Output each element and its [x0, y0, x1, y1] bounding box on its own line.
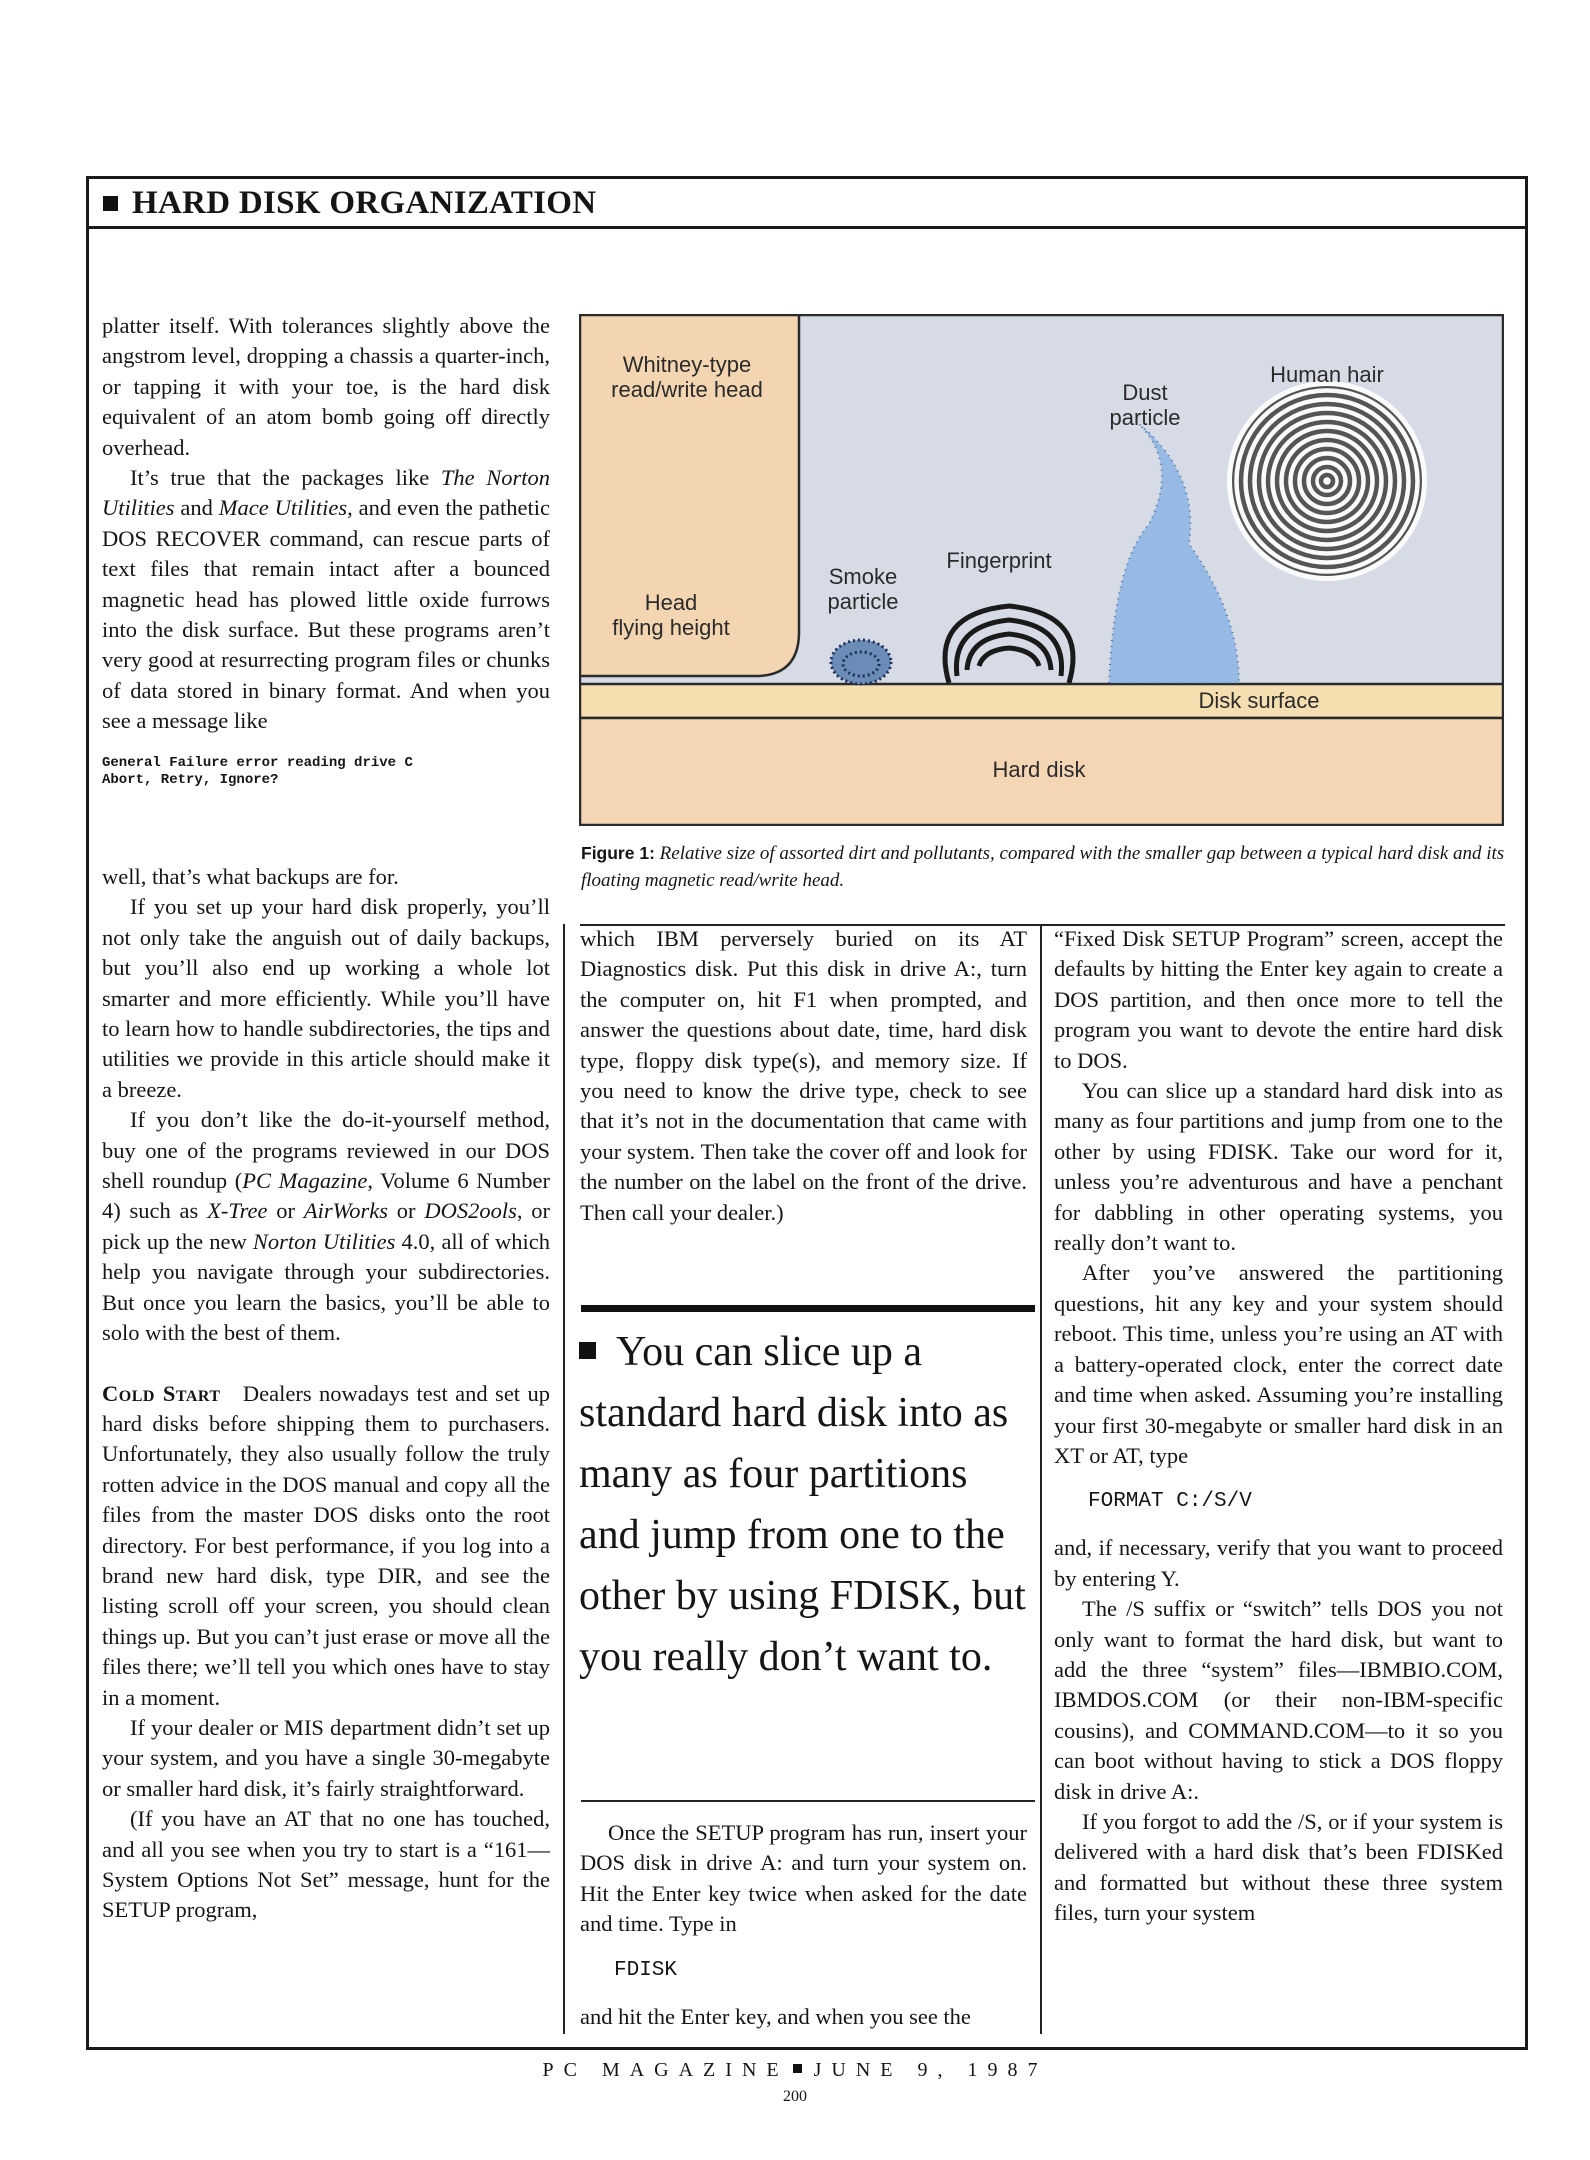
disk-surface-label: [1198, 688, 1319, 713]
hard-disk-label: [993, 757, 1087, 782]
paragraph: and hit the Enter key, and when you see the: [580, 2003, 971, 2029]
magazine-name: PC MAGAZINE: [542, 2059, 789, 2081]
figure-1-diagram: [579, 314, 1504, 826]
figure-label-line: Dust: [1122, 380, 1168, 405]
paragraph: “Fixed Disk SETUP Program” screen, accept the defaults by hitting the Enter key again to create a DOS partition, and then once more to tell the program you want to devote the entire hard disk to DOS.: [1054, 926, 1503, 1073]
figure-label-line: Smoke: [828, 564, 898, 589]
paragraph: The /S suffix or “switch” tells DOS you not only want to format the hard disk, but want to add the three “system” files—IBMBIO.COM, IBMDOS.COM (or their non-IBM-specific cousins), and COMMAND.COM—to it so you can boot without having to stick a DOS floppy disk in drive A:.: [1054, 1596, 1503, 1804]
column-divider: [563, 924, 565, 2034]
column-1-top: [102, 311, 550, 813]
figure-label-line: Fingerprint: [946, 548, 1052, 573]
disk-surface-band: [580, 684, 1503, 718]
subhead-cold-start: Cold Start: [102, 1380, 221, 1406]
paragraph: If you forgot to add the /S, or if your system is delivered with a hard disk that’s been FDISKed and formatted but without these three system files, turn your system: [1054, 1808, 1503, 1926]
bullet-square-icon: [103, 196, 118, 211]
paragraph: platter itself. With tolerances slightly above the angstrom level, dropping a chassis a quarter-inch, or tapping it with your toe, is the hard disk equivalent of an atom bomb going off directly overhead.: [102, 313, 550, 460]
paragraph: If you don’t like the do-it-yourself method, buy one of the programs reviewed in our DOS shell roundup (PC Magazine, Volume 6 Number 4) such as X-Tree or AirWorks or DOS2ools, or pick up the new Norton Utilities 4.0, all of which help you navigate through your subdirectories. But once you learn the basics, you’ll be able to solo with the best of them.: [102, 1107, 551, 1346]
bullet-square-icon: [793, 2064, 802, 2073]
paragraph: well, that’s what backups are for.: [102, 864, 399, 889]
column-3: [1054, 924, 1503, 1929]
paragraph: Once the SETUP program has run, insert your DOS disk in drive A: and turn your system on. Hit the Enter key twice when asked for the date and time. Type in: [580, 1820, 1027, 1937]
format-command: FORMAT C:/S/V: [1088, 1490, 1252, 1514]
paragraph: After you’ve answered the partitioning questions, hit any key and your system should reboot. This time, unless you’re using an AT with a battery-operated clock, enter the correct date and time when asked. Assuming you’re installing your first 30-megabyte or smaller hard disk in an XT or AT, type: [1054, 1260, 1503, 1468]
figure-label-line: Disk surface: [1198, 688, 1320, 713]
error-message-code: General Failure error reading drive C Abort, Retry, Ignore?: [102, 754, 413, 788]
figure-label-line: Hard disk: [992, 757, 1086, 782]
column-divider: [1040, 924, 1042, 2034]
head-label: [611, 352, 763, 402]
bullet-square-icon: [579, 1342, 596, 1359]
page-footer: [0, 2058, 1590, 2082]
column-2: [580, 924, 1027, 1228]
figure-label-line: flying height: [612, 615, 730, 640]
human-hair: [1227, 381, 1427, 581]
smoke-particle: [831, 640, 891, 684]
paragraph: which IBM perversely buried on its AT Diagnostics disk. Put this disk in drive A:, turn the computer on, hit F1 when prompted, and answer the questions about date, time, hard disk type, floppy disk type(s), and memory size. If you need to know the drive type, check to see that it’s not in the documentation that came with your system. Then take the cover off and look for the number on the label on the front of the drive. Then call your dealer.): [580, 926, 1027, 1225]
figure-label-line: Head: [644, 590, 698, 615]
paragraph: If you set up your hard disk properly, you’ll not only take the anguish out of daily backups, but you’ll also end up working a whole lot smarter and more efficiently. While you’ll have to learn how to handle subdirectories, the tips and utilities we provide in this article should make it a breeze.: [102, 894, 551, 1102]
paragraph: It’s true that the packages like The Norton Utilities and Mace Utilities, and even the pathetic DOS RECOVER command, can rescue parts of text files that remain intact after a bounced magnetic head has plowed little oxide furrows into the disk surface. But these programs aren’t very good at resurrecting program files or chunks of data stored in binary format. And when you see a message like: [102, 465, 551, 734]
pull-quote: You can slice up a standard hard disk into as many as four partitions and jump from one to the other by using FDISK, but you really don’t want to.: [579, 1329, 1026, 1680]
figure-caption-label: Figure 1:: [581, 843, 655, 863]
pull-quote-top-rule: [581, 1305, 1035, 1312]
column-1-bottom: [102, 862, 550, 1926]
paragraph: Cold Start Dealers nowadays test and set up hard disks before shipping them to purchasers. Unfortunately, they also usually follow the truly rotten advice in the DOS manual and copy all the files from the master DOS disks onto the root directory. For best performance, if you log into a brand new hard disk, type DIR, and see the listing scroll off your screen, you should clean things up. But you can’t just erase or move all the files there; we’ll tell you which ones have to stay in a moment.: [102, 1380, 550, 1710]
column-2-bottom: [580, 1818, 1027, 2032]
fingerprint-label: [946, 548, 1051, 573]
section-header: [89, 179, 1525, 229]
section-title: HARD DISK ORGANIZATION: [132, 185, 597, 221]
figure-caption-text: Relative size of assorted dirt and pollutants, compared with the smaller gap between a typical hard disk and its floating magnetic read/write head.: [581, 843, 1505, 891]
fdisk-command: FDISK: [614, 1958, 678, 1982]
paragraph: and, if necessary, verify that you want to proceed by entering Y.: [1054, 1535, 1503, 1591]
figure-label-line: Human hair: [1270, 362, 1384, 387]
figure-label-line: particle: [1109, 405, 1181, 430]
paragraph: (If you have an AT that no one has touched, and all you see when you try to start is a “161—System Options Not Set” message, hunt for the SETUP program,: [102, 1806, 550, 1923]
figure-label-line: Whitney-type: [622, 352, 752, 377]
paragraph: You can slice up a standard hard disk into as many as four partitions and jump from one to the other by using FDISK. Take our word for it, unless you’re adventurous and have a penchant for dabbling in other operating systems, you really don’t want to.: [1054, 1078, 1503, 1256]
issue-date: JUNE 9, 1987: [813, 2059, 1048, 2081]
pull-quote-bottom-rule: [581, 1800, 1035, 1802]
page-number: 200: [783, 2088, 807, 2105]
figure-label-line: particle: [827, 589, 899, 614]
paragraph: If your dealer or MIS department didn’t set up your system, and you have a single 30-megabyte or smaller hard disk, it’s fairly straightforward.: [102, 1714, 550, 1801]
figure-label-line: read/write head: [611, 377, 763, 402]
human-hair-label: [1270, 362, 1384, 387]
smoke-particle-label: [828, 564, 899, 614]
figure-caption: [581, 840, 1506, 894]
